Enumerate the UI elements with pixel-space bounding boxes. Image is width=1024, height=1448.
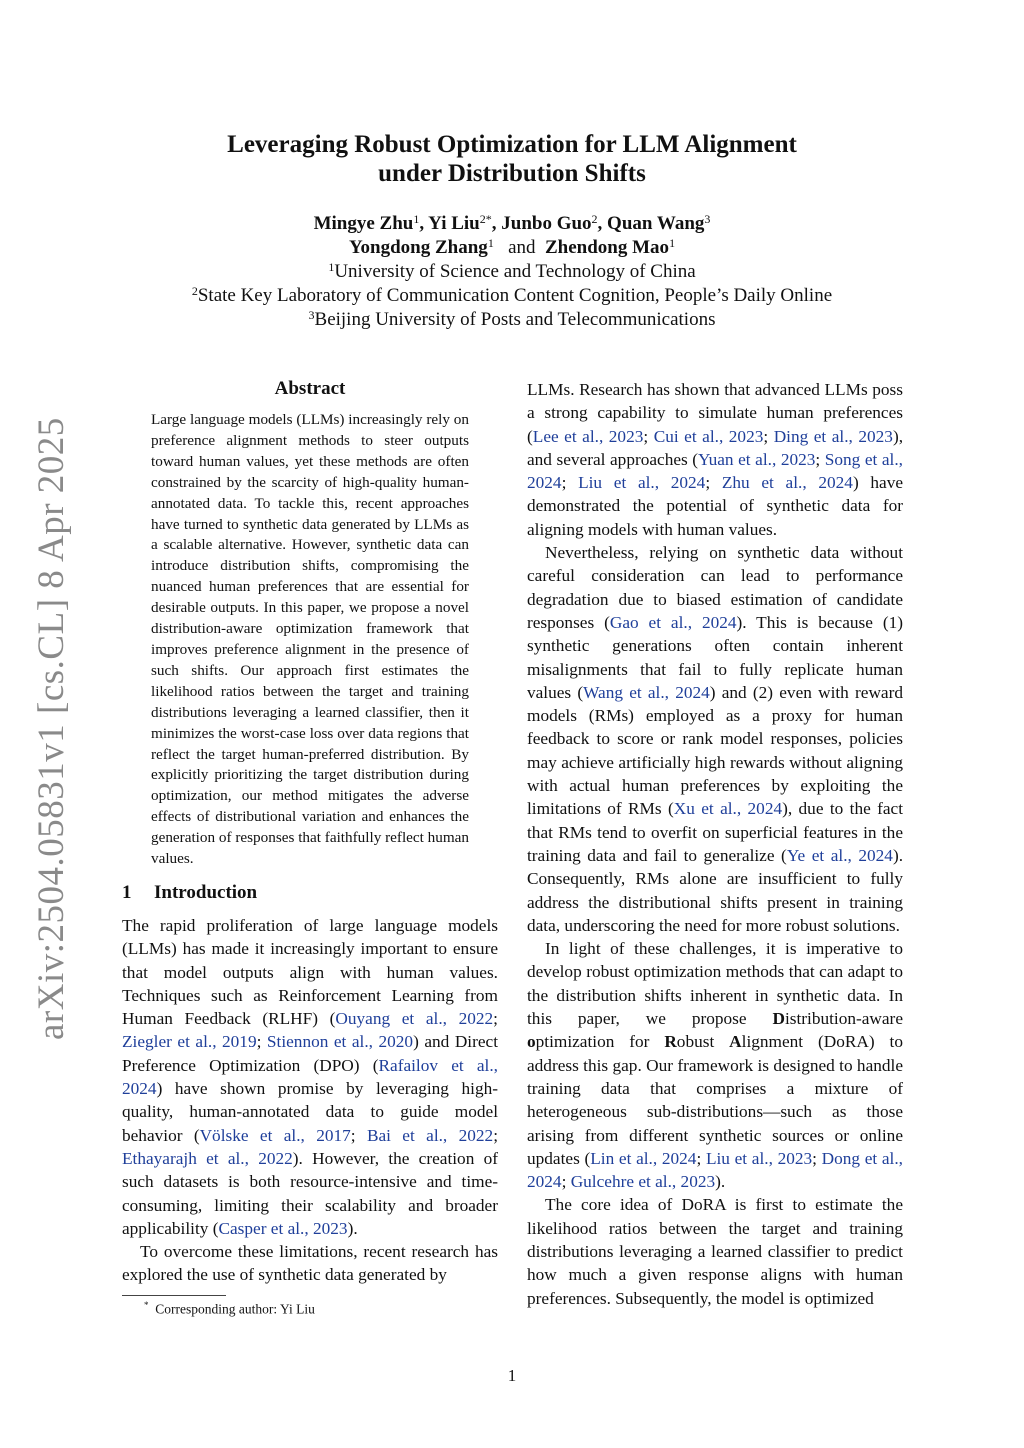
author-name: Zhendong Mao (545, 237, 670, 258)
citation-link[interactable]: Stiennon et al., 2020 (266, 1032, 414, 1052)
author-line (120, 236, 904, 260)
author-conjunction: and (508, 237, 536, 258)
citation-link[interactable]: Wang et al., 2024 (583, 682, 710, 702)
citation-link[interactable]: Gulcehre et al., 2023 (570, 1172, 716, 1192)
citation-link[interactable]: Dong et al., 2024 (527, 1148, 903, 1192)
citation-link[interactable]: Bai et al., 2022 (366, 1125, 494, 1145)
paragraph: LLMs. Research has shown that advanced LLMs poss a strong capability to simulate human preferences (Lee et al., 2023; Cui et al., 2023; Ding et al., 2023), and several approaches (Yuan et al., 2023; Song et al., 2024; Liu et al., 2024; Zhu et al., 2024) have demonstrated the potential of synthetic data for aligning models with human values. (527, 380, 904, 539)
affiliation (120, 260, 904, 284)
citation-link[interactable]: Yuan et al., 2023 (698, 449, 816, 469)
affiliation-mark: 1 (487, 236, 494, 250)
left-column (122, 378, 498, 1317)
citation-link[interactable]: Ouyang et al., 2022 (335, 1009, 494, 1029)
citation-link[interactable]: Ethayarajh et al., 2022 (122, 1148, 293, 1168)
paragraph: The rapid proliferation of large language models (LLMs) has made it increasingly important to ensure that model outputs align with human values. Techniques such as Reinforcement Learning from Human Feedback (RLHF) (Ouyang et al., 2022; Ziegler et al., 2019; Stiennon et al., 2020) and Direct Preference Optimization (DPO) (Rafailov et al., 2024) have shown promise by leveraging high-quality, human-annotated data to guide model behavior (Völske et al., 2017; Bai et al., 2022; Ethayarajh et al., 2022). However, the creation of such datasets is both resource-intensive and time-consuming, limiting their scalability and broader applicability (Casper et al., 2023). (122, 915, 498, 1238)
paragraph: Nevertheless, relying on synthetic data without careful consideration can lead to performance degradation due to biased estimation of candidate responses (Gao et al., 2024). This is because (1) synthetic generations often contain inherent misalignments that fail to fully replicate human values (Wang et al., 2024) and (2) even with reward models (RMs) employed as a proxy for human feedback to score or rank model responses, policies may achieve artificially high rewards without aligning with actual human preferences by exploiting the limitations of RMs (Xu et al., 2024), due to the fact that RMs tend to overfit on superficial features in the training data and fail to generalize (Ye et al., 2024). Consequently, RMs alone are insufficient to fully address the distributional shifts present in training data, underscoring the need for more robust solutions. (527, 543, 904, 935)
footnote (144, 1300, 498, 1318)
affiliation-text: State Key Laboratory of Communication Content Cognition, People’s Daily Online (197, 285, 833, 306)
abstract-heading: Abstract (274, 378, 346, 399)
affiliation-mark: 2 (591, 212, 598, 226)
citation-link[interactable]: Xu et al., 2024 (673, 799, 783, 819)
footnote-text: Corresponding author: Yi Liu (155, 1301, 315, 1317)
author-name: Yongdong Zhang (348, 237, 488, 258)
page-number: 1 (507, 1366, 517, 1385)
paragraph: To overcome these limitations, recent research has explored the use of synthetic data generated by (122, 1242, 498, 1285)
right-column (527, 378, 903, 1310)
author-line: Mingye Zhu$^1$, Yi Liu$^{2*}$, Junbo Guo$^2$, Quan Wang$^3$ (313, 212, 711, 234)
citation-link[interactable]: Song et al., 2024 (527, 449, 904, 493)
abstract-text: Large language models (LLMs) increasingly rely on preference alignment methods to steer outputs toward human values, yet these methods are often constrained by the scarcity of high-quality human-annotated data. To tackle this, recent approaches have turned to synthetic data generated by LLMs as a scalable alternative. However, synthetic data can introduce distribution shifts, compromising the nuanced human preferences that are essential for desirable outputs. In this paper, we propose a novel distribution-aware optimization framework that improves preference alignment in the presence of such shifts. Our approach first estimates the likelihood ratios between the target and training distributions leveraging a learned classifier, then it minimizes the worst-case loss over data regions that reflect the target human-preferred distribution. By explicitly prioritizing the target distribution during optimization, our method mitigates the adverse effects of distributional variation and enhances the generation of responses that faithfully reflect human values. (151, 411, 469, 868)
title-line: Leveraging Robust Optimization for LLM Alignment (227, 131, 797, 158)
title-line: under Distribution Shifts (378, 160, 646, 187)
citation-link[interactable]: Völske et al., 2017 (199, 1125, 351, 1145)
footnote-mark: * (144, 1299, 149, 1310)
citation-link[interactable]: Cui et al., 2023 (653, 426, 764, 446)
section-heading (122, 882, 498, 904)
arxiv-identifier: arXiv:2504.05831v1 [cs.CL] 8 Apr 2025 (31, 417, 72, 1040)
affiliation-mark: 1 (669, 236, 676, 250)
footnote-rule (122, 1295, 226, 1296)
affiliation-mark: 1 (413, 212, 420, 226)
affiliation-mark: 3 (308, 308, 315, 322)
paper-title (160, 130, 864, 188)
citation-link[interactable]: Gao et al., 2024 (609, 612, 737, 632)
section-number: 1 (122, 881, 132, 903)
citation-link[interactable]: Lee et al., 2023 (532, 426, 644, 446)
citation-link[interactable]: Casper et al., 2023 (218, 1218, 348, 1238)
citation-link[interactable]: Lin et al., 2024 (590, 1148, 697, 1168)
citation-link[interactable]: Ziegler et al., 2019 (122, 1032, 257, 1052)
paragraph: In light of these challenges, it is imperative to develop robust optimization methods that can adapt to the distribution shifts inherent in synthetic data. In this paper, we propose Distribution-aware optimization for Robust Alignment (DoRA) to address this gap. Our framework is designed to handle training data that comprises a mixture of heterogeneous sub-distributions—such as those arising from different synthetic sources or online updates (Lin et al., 2024; Liu et al., 2023; Dong et al., 2024; Gulcehre et al., 2023). (527, 939, 903, 1192)
affiliation-mark: 2* (479, 212, 492, 226)
author-name: Mingye Zhu (313, 213, 414, 234)
author-name: Yi Liu (428, 213, 480, 234)
citation-link[interactable]: Liu et al., 2023 (705, 1148, 813, 1168)
citation-link[interactable]: Zhu et al., 2024 (721, 473, 853, 493)
citation-link[interactable]: Ding et al., 2023 (773, 426, 893, 446)
section-title: Introduction (154, 881, 258, 903)
author-name: Quan Wang (607, 213, 705, 234)
affiliation-text: Beijing University of Posts and Telecommunications (314, 309, 716, 330)
citation-link[interactable]: Liu et al., 2024 (578, 473, 706, 493)
affiliation-mark: 3 (704, 212, 711, 226)
affiliation-mark: 1 (328, 260, 335, 274)
affiliation-mark: 2 (191, 284, 198, 298)
paragraph: The core idea of DoRA is first to estimate the likelihood ratios between the target and training distributions leveraging a learned classifier to predict how much a given response aligns with human preferences. Subsequently, the model is optimized (527, 1195, 903, 1308)
affiliation (120, 284, 904, 308)
affiliation-text: University of Science and Technology of China (334, 261, 696, 282)
citation-link[interactable]: Ye et al., 2024 (786, 845, 893, 865)
affiliation (120, 308, 904, 332)
author-block (120, 212, 904, 332)
author-name: Junbo Guo (501, 213, 592, 234)
citation-link[interactable]: Rafailov et al., 2024 (122, 1055, 498, 1099)
